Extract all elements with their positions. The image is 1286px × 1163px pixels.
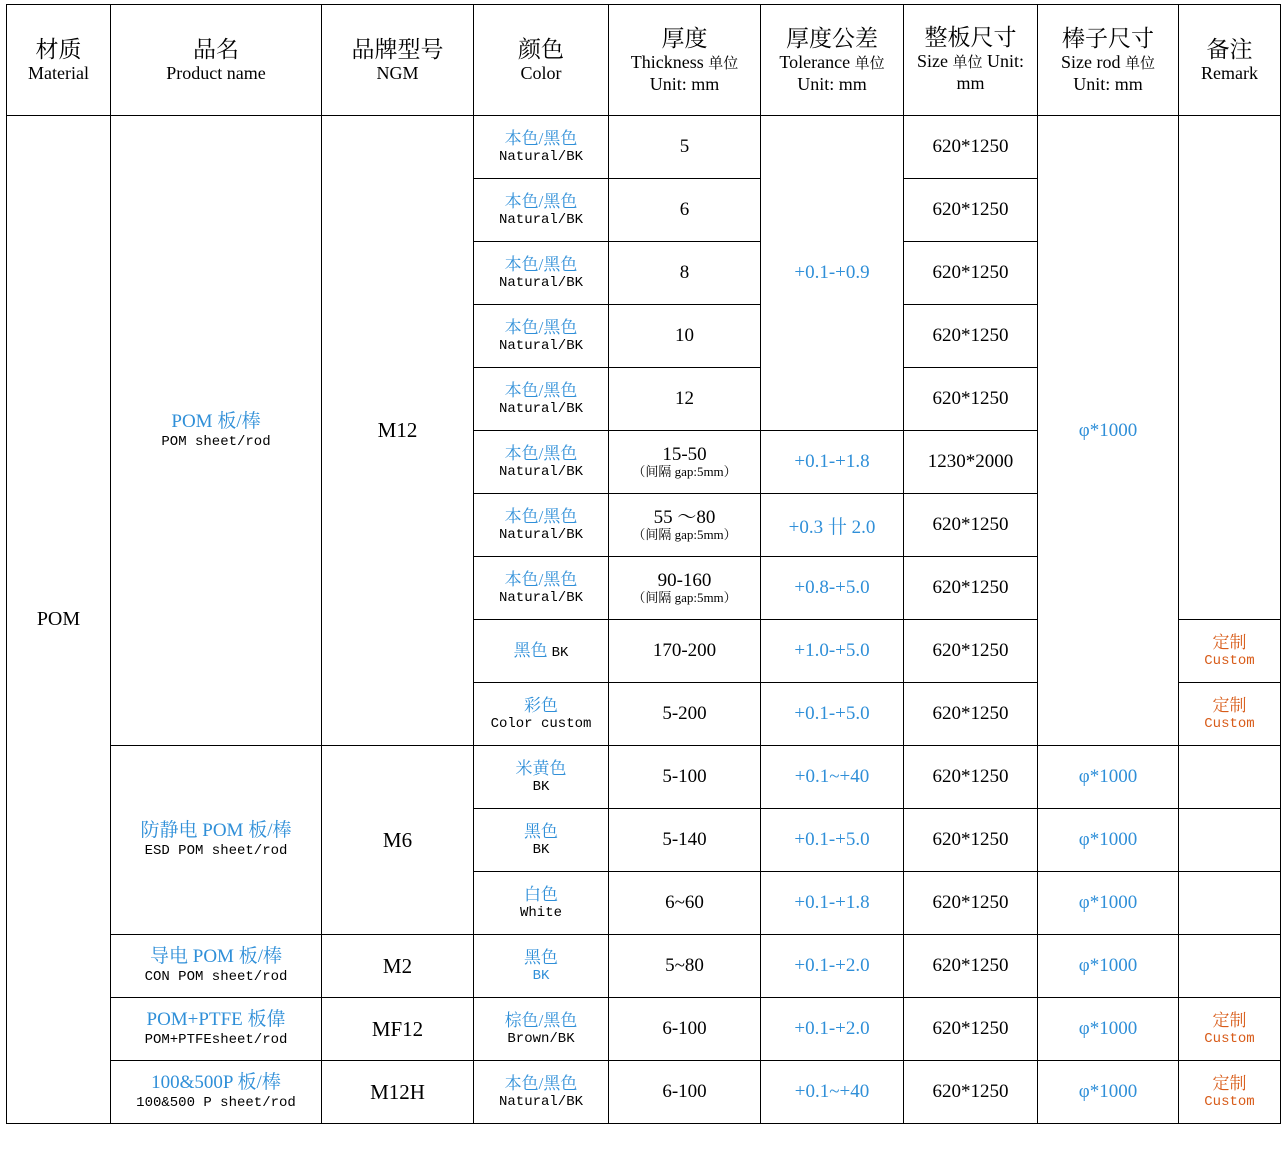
cell-product-name [111, 116, 322, 746]
header-tolerance-unit-en: Unit: mm [797, 73, 867, 94]
header-brand-cn: 品牌型号 [351, 37, 444, 63]
thickness-value: 5~80 [665, 955, 704, 977]
cell-sheet-size: 620*1250 [904, 683, 1038, 746]
header-thickness-en: Thickness [630, 51, 704, 72]
cell-sheet-size: 620*1250 [904, 242, 1038, 305]
cell-color [474, 368, 609, 431]
color-en: BK [532, 841, 550, 858]
cell-color [474, 935, 609, 998]
cell-rod-size: φ*1000 [1038, 1061, 1179, 1124]
cell-sheet-size: 620*1250 [904, 368, 1038, 431]
header-tolerance [761, 5, 904, 116]
cell-color [474, 809, 609, 872]
remark-en: Custom [1204, 1093, 1255, 1110]
cell-brand-model: M6 [322, 746, 474, 935]
color-cn: 黑色 [513, 640, 548, 660]
color-en: Natural/BK [498, 337, 583, 354]
cell-sheet-size: 620*1250 [904, 179, 1038, 242]
header-sheet-size-cn: 整板尺寸 [924, 25, 1017, 51]
cell-sheet-size: 620*1250 [904, 557, 1038, 620]
cell-rod-size: φ*1000 [1038, 116, 1179, 746]
cell-brand-model: M12 [322, 116, 474, 746]
color-en: Brown/BK [507, 1030, 575, 1047]
header-sheet-size-unit-cn: 单位 [952, 55, 983, 73]
color-en: Natural/BK [498, 400, 583, 417]
thickness-value: 15-50 [662, 443, 707, 465]
cell-sheet-size: 620*1250 [904, 305, 1038, 368]
header-remark [1179, 5, 1281, 116]
table-row [7, 116, 1281, 179]
thickness-value: 5-100 [662, 766, 707, 788]
header-product-cn: 品名 [193, 37, 239, 63]
table-row [7, 746, 1281, 809]
color-en: BK [532, 967, 550, 984]
product-name-cn: POM+PTFE 板偉 [146, 1009, 286, 1031]
header-remark-cn: 备注 [1206, 37, 1253, 63]
cell-thickness [609, 935, 761, 998]
cell-color [474, 683, 609, 746]
cell-remark [1179, 683, 1281, 746]
product-name-cn: 导电 POM 板/棒 [150, 946, 282, 968]
thickness-value: 12 [675, 388, 694, 410]
cell-tolerance: +0.1-+0.9 [761, 116, 904, 431]
header-material-en: Material [28, 62, 89, 83]
color-en: Color custom [490, 715, 592, 732]
cell-sheet-size: 620*1250 [904, 620, 1038, 683]
thickness-value: 5-200 [662, 703, 707, 725]
thickness-note: （间隔 gap:5mm） [632, 590, 737, 606]
color-cn: 白色 [524, 885, 558, 905]
cell-color [474, 746, 609, 809]
color-en: BK [551, 644, 569, 661]
thickness-value: 8 [679, 262, 690, 284]
cell-remark [1179, 935, 1281, 998]
color-en: Natural/BK [498, 211, 583, 228]
cell-product-name [111, 998, 322, 1061]
color-cn: 本色/黑色 [504, 570, 578, 590]
table-row [7, 1061, 1281, 1124]
cell-rod-size: φ*1000 [1038, 872, 1179, 935]
product-name-cn: 100&500P 板/棒 [151, 1072, 281, 1094]
cell-sheet-size: 620*1250 [904, 872, 1038, 935]
cell-thickness [609, 305, 761, 368]
product-name-en: POM sheet/rod [161, 433, 271, 450]
product-name-cn: 防静电 POM 板/棒 [140, 820, 292, 842]
cell-product-name [111, 746, 322, 935]
cell-material: POM [7, 116, 111, 1124]
color-cn: 黑色 [524, 948, 558, 968]
header-remark-en: Remark [1201, 62, 1258, 83]
cell-brand-model: M2 [322, 935, 474, 998]
color-en: Natural/BK [498, 463, 583, 480]
color-cn: 本色/黑色 [504, 1074, 578, 1094]
color-en: Natural/BK [498, 148, 583, 165]
color-en: BK [532, 778, 550, 795]
cell-remark [1179, 620, 1281, 683]
cell-color [474, 620, 609, 683]
product-name-en: CON POM sheet/rod [144, 969, 288, 985]
color-cn: 棕色/黑色 [504, 1011, 578, 1031]
remark-en: Custom [1204, 652, 1255, 669]
thickness-value: 90-160 [657, 569, 712, 591]
header-product-en: Product name [166, 62, 266, 83]
header-sheet-size-unit-en: Unit: mm [956, 51, 1025, 94]
cell-sheet-size: 620*1250 [904, 998, 1038, 1061]
cell-color [474, 872, 609, 935]
cell-remark [1179, 809, 1281, 872]
cell-color [474, 179, 609, 242]
cell-sheet-size: 620*1250 [904, 935, 1038, 998]
header-material-cn: 材质 [35, 37, 82, 63]
color-cn: 本色/黑色 [504, 507, 578, 527]
cell-tolerance: +0.1-+5.0 [761, 683, 904, 746]
cell-tolerance: +1.0-+5.0 [761, 620, 904, 683]
thickness-value: 6-100 [662, 1018, 707, 1040]
cell-thickness [609, 620, 761, 683]
header-rod-size [1038, 5, 1179, 116]
color-cn: 本色/黑色 [504, 381, 578, 401]
cell-thickness [609, 116, 761, 179]
color-en: Natural/BK [498, 274, 583, 291]
thickness-value: 10 [675, 325, 694, 347]
table-row [7, 998, 1281, 1061]
cell-remark [1179, 116, 1281, 620]
thickness-value: 6~60 [665, 892, 704, 914]
cell-color [474, 557, 609, 620]
remark-cn: 定制 [1212, 1074, 1247, 1094]
header-color [474, 5, 609, 116]
cell-color [474, 431, 609, 494]
product-name-en: POM+PTFEsheet/rod [144, 1032, 288, 1048]
cell-thickness [609, 494, 761, 557]
color-cn: 米黄色 [515, 759, 567, 779]
cell-color [474, 998, 609, 1061]
product-name-en: ESD POM sheet/rod [144, 843, 288, 859]
header-brand-en: NGM [376, 62, 419, 83]
header-tolerance-unit-cn: 单位 [854, 55, 885, 73]
thickness-note: （间隔 gap:5mm） [632, 464, 737, 480]
header-thickness-unit-cn: 单位 [708, 55, 739, 73]
remark-cn: 定制 [1212, 633, 1247, 653]
header-brand [322, 5, 474, 116]
color-en: Natural/BK [498, 1093, 583, 1110]
color-cn: 黑色 [524, 822, 558, 842]
cell-sheet-size: 620*1250 [904, 809, 1038, 872]
cell-sheet-size: 620*1250 [904, 494, 1038, 557]
color-en: Natural/BK [498, 526, 583, 543]
cell-thickness [609, 368, 761, 431]
color-cn: 本色/黑色 [504, 255, 578, 275]
cell-color [474, 1061, 609, 1124]
cell-color [474, 242, 609, 305]
cell-thickness [609, 1061, 761, 1124]
cell-rod-size: φ*1000 [1038, 935, 1179, 998]
cell-tolerance: +0.1-+2.0 [761, 935, 904, 998]
color-en: White [519, 904, 562, 921]
table-header-row [7, 5, 1281, 116]
cell-thickness [609, 998, 761, 1061]
cell-color [474, 494, 609, 557]
cell-remark [1179, 746, 1281, 809]
cell-tolerance: +0.1~+40 [761, 746, 904, 809]
thickness-value: 6-100 [662, 1081, 707, 1103]
cell-sheet-size: 620*1250 [904, 746, 1038, 809]
header-tolerance-en: Tolerance [779, 51, 851, 72]
header-rod-size-en: Size rod [1061, 51, 1121, 72]
cell-thickness [609, 809, 761, 872]
header-sheet-size-en: Size [916, 51, 948, 72]
thickness-value: 55 〜80 [653, 506, 716, 528]
cell-tolerance: +0.1-+2.0 [761, 998, 904, 1061]
header-product [111, 5, 322, 116]
cell-sheet-size: 620*1250 [904, 116, 1038, 179]
color-cn: 本色/黑色 [504, 129, 578, 149]
color-cn: 本色/黑色 [504, 318, 578, 338]
cell-tolerance: +0.1-+1.8 [761, 872, 904, 935]
remark-cn: 定制 [1212, 1011, 1247, 1031]
cell-thickness [609, 872, 761, 935]
cell-sheet-size: 620*1250 [904, 1061, 1038, 1124]
cell-product-name [111, 935, 322, 998]
thickness-value: 5 [679, 136, 690, 158]
cell-tolerance: +0.1~+40 [761, 1061, 904, 1124]
cell-product-name [111, 1061, 322, 1124]
cell-rod-size: φ*1000 [1038, 746, 1179, 809]
cell-brand-model: MF12 [322, 998, 474, 1061]
cell-remark [1179, 1061, 1281, 1124]
cell-remark [1179, 998, 1281, 1061]
cell-brand-model: M12H [322, 1061, 474, 1124]
header-rod-size-unit-cn: 单位 [1124, 55, 1155, 73]
cell-rod-size: φ*1000 [1038, 998, 1179, 1061]
cell-tolerance: +0.3 卄 2.0 [761, 494, 904, 557]
color-en: Natural/BK [498, 589, 583, 606]
color-cn: 彩色 [524, 696, 558, 716]
cell-sheet-size: 1230*2000 [904, 431, 1038, 494]
cell-thickness [609, 746, 761, 809]
cell-thickness [609, 242, 761, 305]
remark-cn: 定制 [1212, 696, 1247, 716]
cell-tolerance: +0.8-+5.0 [761, 557, 904, 620]
cell-remark [1179, 872, 1281, 935]
color-cn: 本色/黑色 [504, 192, 578, 212]
header-material [7, 5, 111, 116]
header-tolerance-cn: 厚度公差 [786, 26, 878, 52]
cell-tolerance: +0.1-+1.8 [761, 431, 904, 494]
thickness-value: 170-200 [652, 640, 717, 662]
header-color-cn: 颜色 [518, 37, 564, 63]
cell-rod-size: φ*1000 [1038, 809, 1179, 872]
table-row [7, 935, 1281, 998]
header-thickness [609, 5, 761, 116]
header-rod-size-unit-en: Unit: mm [1073, 73, 1143, 94]
thickness-note: （间隔 gap:5mm） [632, 527, 737, 543]
cell-thickness [609, 431, 761, 494]
remark-en: Custom [1204, 715, 1255, 732]
cell-tolerance: +0.1-+5.0 [761, 809, 904, 872]
cell-color [474, 116, 609, 179]
product-name-cn: POM 板/棒 [171, 410, 261, 432]
cell-thickness [609, 683, 761, 746]
remark-en: Custom [1204, 1030, 1255, 1047]
header-sheet-size [904, 5, 1038, 116]
product-name-en: 100&500 P sheet/rod [136, 1095, 296, 1111]
header-thickness-unit-en: Unit: mm [649, 73, 720, 94]
color-cn: 本色/黑色 [504, 444, 578, 464]
cell-thickness [609, 557, 761, 620]
header-rod-size-cn: 棒子尺寸 [1062, 26, 1154, 52]
material-spec-table [6, 4, 1281, 1124]
header-color-en: Color [520, 62, 562, 83]
thickness-value: 5-140 [662, 829, 707, 851]
cell-thickness [609, 179, 761, 242]
thickness-value: 6 [679, 199, 690, 221]
cell-color [474, 305, 609, 368]
header-thickness-cn: 厚度 [661, 26, 708, 52]
